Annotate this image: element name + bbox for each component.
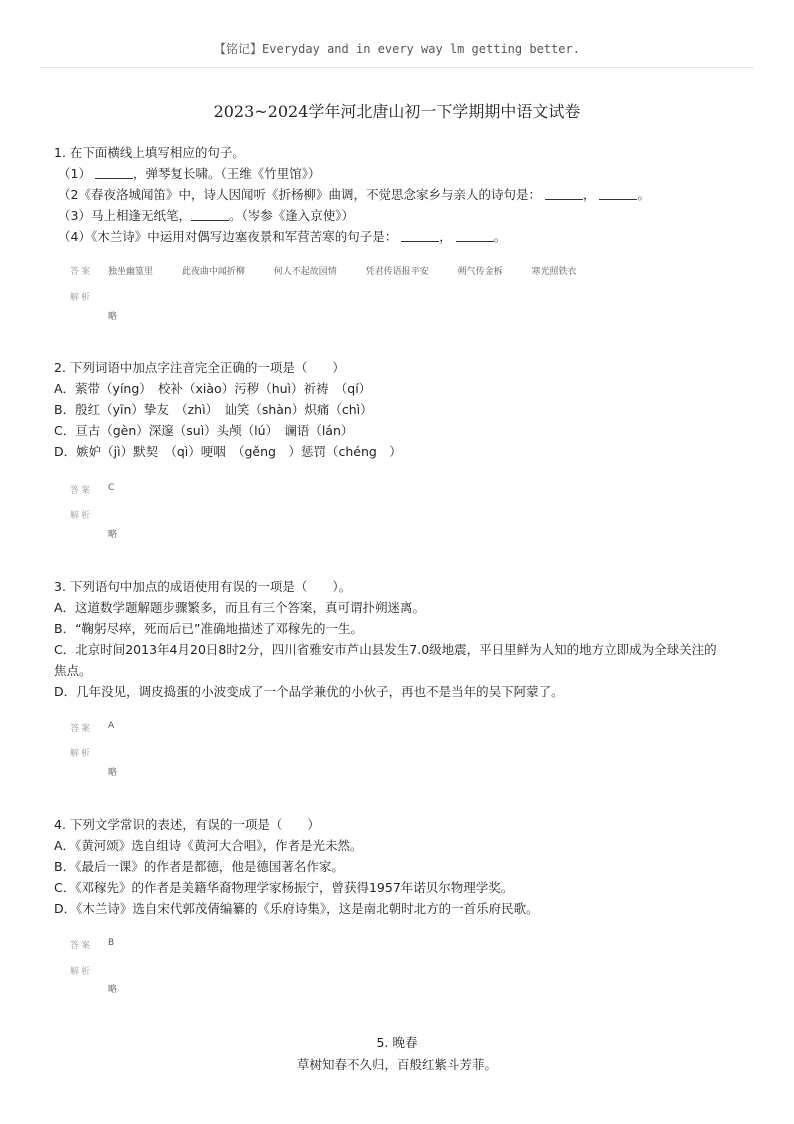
option-a: A．《黄河颂》选自组诗《黄河大合唱》，作者是光未然。	[54, 838, 363, 853]
answer-blank	[456, 229, 494, 242]
answer-value: 独坐幽篁里	[108, 267, 154, 277]
answer-label: 答案	[70, 267, 93, 277]
answer-value: 寒光照铁衣	[531, 267, 577, 277]
explanation-text: 略	[108, 312, 118, 322]
question-4	[54, 814, 754, 919]
answer-value: C	[108, 483, 115, 493]
page-header: 【铭记】Everyday and in every way lm getting better.	[214, 42, 580, 56]
explanation-text: 略	[108, 530, 118, 540]
answer-blank	[95, 166, 133, 179]
page-title: 2023~2024学年河北唐山初一下学期期中语文试卷	[213, 102, 581, 121]
fill-item: （2《春夜洛城闻笛》中，诗人因闻听《折杨柳》曲调，不觉思念家乡与亲人的诗句是： ， 。	[58, 187, 650, 202]
explanation-label: 解析	[70, 511, 93, 521]
answer-label: 答案	[70, 486, 93, 496]
poem-line: 草树知春不久归，百般红紫斗芳菲。	[296, 1057, 497, 1072]
answer-value: 凭君传语报平安	[365, 267, 429, 277]
answer-value: 朔气传金柝	[457, 267, 503, 277]
question-3	[54, 576, 754, 702]
fill-item: （4）《木兰诗》中运用对偶写边塞夜景和军营苦寒的句子是： ， 。	[58, 229, 507, 244]
fill-item: （3）马上相逢无纸笔， 。（岑参《逢入京使》）	[58, 208, 354, 223]
option-d: D．《木兰诗》选自宋代郭茂倩编纂的《乐府诗集》，这是南北朝时北方的一首乐府民歌。	[54, 901, 539, 916]
poem-heading: 5. 晚春	[376, 1035, 418, 1050]
option-c: C．《邓稼先》的作者是美籍华裔物理学家杨振宁，曾获得1957年诺贝尔物理学奖。	[54, 880, 514, 895]
answer-values	[108, 264, 602, 277]
answer-blank	[401, 229, 439, 242]
question-stem: 3. 下列语句中加点的成语使用有误的一项是（ ）。	[54, 579, 352, 594]
question-1	[54, 142, 754, 247]
question-stem: 4. 下列文学常识的表述，有误的一项是（ ）	[54, 817, 320, 832]
explanation-text: 略	[108, 768, 118, 778]
explanation-label: 解析	[70, 967, 93, 977]
answer-label: 答案	[70, 724, 93, 734]
question-stem: 2. 下列词语中加点字注音完全正确的一项是（ ）	[54, 360, 345, 375]
option-d: D．几年没见，调皮捣蛋的小波变成了一个品学兼优的小伙子，再也不是当年的吴下阿蒙了。	[54, 684, 564, 699]
answer-value: 何人不起故园情	[273, 267, 337, 277]
explanation-text: 略	[108, 985, 118, 995]
answer-value: B	[108, 938, 115, 948]
question-stem: 1. 在下面横线上填写相应的句子。	[54, 145, 245, 160]
option-c: C．北京时间2013年4月20日8时2分，四川省雅安市芦山县发生7.0级地震，平日里鲜为人知的地方立即成为全球关注的	[54, 642, 717, 657]
option-c: C．亘古（gèn）深邃（suì）头颅（lú） 谰语（lán）	[54, 423, 354, 438]
option-a: A．萦带（yíng） 校补（xiào）污秽（huì）祈祷 （qí）	[54, 381, 372, 396]
option-b: B．“鞠躬尽瘁，死而后已”准确地描述了邓稼先的一生。	[54, 621, 364, 636]
answer-value: 此夜曲中闻折柳	[181, 267, 245, 277]
option-a: A．这道数学题解题步骤繁多，而且有三个答案，真可谓扑朔迷离。	[54, 600, 426, 615]
option-b: B．《最后一课》的作者是都德，他是德国著名作家。	[54, 859, 344, 874]
option-c-continued: 焦点。	[54, 663, 92, 678]
option-d: D．嫉妒（jì）默契 （qì）哽咽 （gěng ）惩罚（chéng ）	[54, 444, 402, 459]
question-2	[54, 357, 754, 462]
answer-blank	[599, 187, 637, 200]
fill-item: （1） ，弹琴复长啸。（王维《竹里馆》）	[58, 166, 321, 181]
explanation-label: 解析	[70, 293, 93, 303]
answer-blank	[545, 187, 583, 200]
answer-value: A	[108, 721, 115, 731]
explanation-label: 解析	[70, 749, 93, 759]
option-b: B．殷红（yīn）挚友 （zhì） 讪笑（shàn）炽痛（chì）	[54, 402, 373, 417]
header-divider	[40, 67, 754, 68]
answer-label: 答案	[70, 941, 93, 951]
answer-blank	[191, 208, 229, 221]
